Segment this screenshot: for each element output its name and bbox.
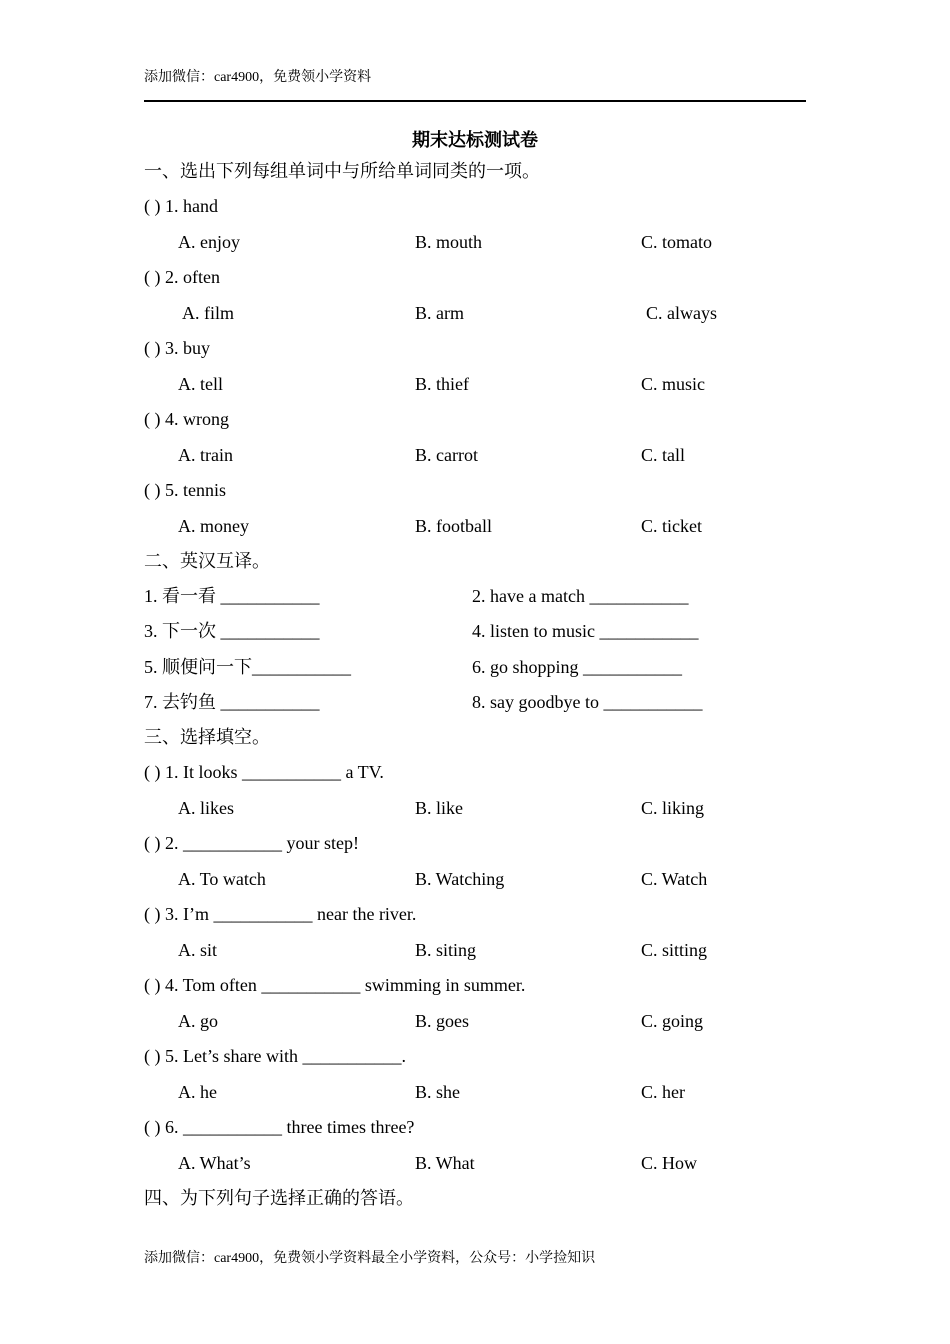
s3-q2-option-b: B. Watching	[415, 869, 505, 889]
s1-q5-option-a: A. money	[178, 516, 249, 536]
s3-q2-option-c: C. Watch	[641, 869, 708, 889]
s3-q5-option-b: B. she	[415, 1082, 460, 1102]
s1-q4-option-c: C. tall	[641, 445, 685, 465]
s1-q4-option-b: B. carrot	[415, 445, 478, 465]
s3-q1-stem: ( ) 1. It looks ___________ a TV.	[144, 762, 384, 782]
s1-q3-option-b: B. thief	[415, 374, 469, 394]
s3-q3-option-c: C. sitting	[641, 940, 708, 960]
header-rule	[144, 100, 806, 102]
s3-q2-option-a: A. To watch	[178, 869, 266, 889]
s3-q3-stem: ( ) 3. I’m ___________ near the river.	[144, 904, 417, 924]
s1-q5-stem: ( ) 5. tennis	[144, 480, 226, 500]
s3-q2-stem: ( ) 2. ___________ your step!	[144, 833, 359, 853]
s2-item-1: 1. 看一看 ___________	[144, 586, 320, 606]
s3-q4-option-b: B. goes	[415, 1011, 469, 1031]
s3-q4-stem: ( ) 4. Tom often ___________ swimming in summer.	[144, 975, 526, 995]
s2-item-2: 2. have a match ___________	[472, 586, 689, 606]
s1-q3-option-a: A. tell	[178, 374, 223, 394]
s3-q4-option-a: A. go	[178, 1011, 218, 1031]
s3-q6-option-c: C. How	[641, 1153, 698, 1173]
s1-q2-option-a: A. film	[182, 303, 234, 323]
section1-heading: 一、选出下列每组单词中与所给单词同类的一项。	[144, 161, 540, 181]
s1-q4-stem: ( ) 4. wrong	[144, 409, 229, 429]
s3-q1-option-a: A. likes	[178, 798, 234, 818]
s1-q1-option-b: B. mouth	[415, 232, 483, 252]
section2-heading: 二、英汉互译。	[144, 551, 270, 571]
s2-item-8: 8. say goodbye to ___________	[472, 692, 703, 712]
s1-q2-option-b: B. arm	[415, 303, 464, 323]
s2-item-7: 7. 去钓鱼 ___________	[144, 692, 320, 712]
page-footer: 添加微信：car4900，免费领小学资料最全小学资料，公众号：小学捡知识	[144, 1251, 596, 1266]
s3-q5-stem: ( ) 5. Let’s share with ___________.	[144, 1046, 406, 1066]
s1-q2-stem: ( ) 2. often	[144, 267, 220, 287]
s2-item-4: 4. listen to music ___________	[472, 621, 699, 641]
s1-q3-stem: ( ) 3. buy	[144, 338, 210, 358]
s3-q1-option-c: C. liking	[641, 798, 705, 818]
s1-q5-option-b: B. football	[415, 516, 492, 536]
s3-q6-stem: ( ) 6. ___________ three times three?	[144, 1117, 415, 1137]
s3-q5-option-c: C. her	[641, 1082, 685, 1102]
s3-q6-option-b: B. What	[415, 1153, 475, 1173]
s1-q3-option-c: C. music	[641, 374, 706, 394]
s2-item-3: 3. 下一次 ___________	[144, 621, 320, 641]
s1-q2-option-c: C. always	[646, 303, 717, 323]
page-title: 期末达标测试卷	[412, 130, 538, 150]
s1-q1-stem: ( ) 1. hand	[144, 196, 218, 216]
s3-q6-option-a: A. What’s	[178, 1153, 251, 1173]
section3-heading: 三、选择填空。	[144, 727, 270, 747]
page-header: 添加微信：car4900，免费领小学资料	[144, 70, 372, 85]
s3-q5-option-a: A. he	[178, 1082, 217, 1102]
s1-q1-option-a: A. enjoy	[178, 232, 240, 252]
s1-q4-option-a: A. train	[178, 445, 233, 465]
s1-q5-option-c: C. ticket	[641, 516, 702, 536]
s3-q3-option-b: B. siting	[415, 940, 477, 960]
s3-q4-option-c: C. going	[641, 1011, 704, 1031]
s3-q1-option-b: B. like	[415, 798, 463, 818]
section4-heading: 四、为下列句子选择正确的答语。	[144, 1188, 414, 1208]
s1-q1-option-c: C. tomato	[641, 232, 712, 252]
s3-q3-option-a: A. sit	[178, 940, 218, 960]
s2-item-5: 5. 顺便问一下___________	[144, 657, 351, 677]
s2-item-6: 6. go shopping ___________	[472, 657, 683, 677]
